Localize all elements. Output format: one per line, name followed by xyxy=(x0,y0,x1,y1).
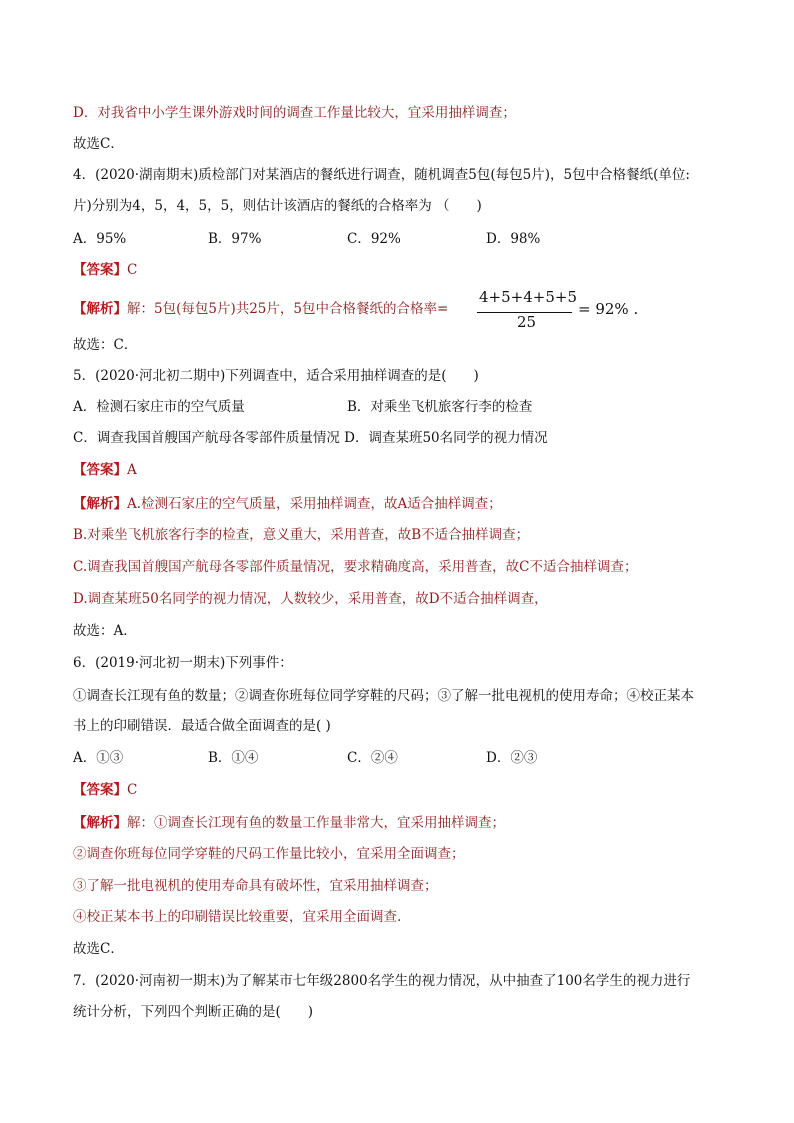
q6-items-line-1: ①调查长江现有鱼的数量；②调查你班每位同学穿鞋的尺码；③了解一批电视机的使用寿命；④校正某本 xyxy=(73,688,694,704)
answer-tag: 【答案】 xyxy=(73,782,127,798)
q5-choice: 故选：A． xyxy=(73,623,137,639)
answer-tag: 【答案】 xyxy=(73,462,127,478)
q5-option-a: A．检测石家庄市的空气质量 xyxy=(73,399,245,415)
answer-value: C xyxy=(127,262,138,278)
q5-analysis-4: D.调查某班50名同学的视力情况，人数较少，采用普查，故D不适合抽样调查， xyxy=(73,591,548,607)
q6-analysis-2: ②调查你班每位同学穿鞋的尺码工作量比较小，宜采用全面调查； xyxy=(73,846,465,862)
q4-fraction xyxy=(477,286,637,330)
q6-answer xyxy=(73,780,137,800)
q6-analysis-4: ④校正某本书上的印刷错误比较重要，宜采用全面调查. xyxy=(73,909,402,925)
analysis-tag: 【解析】 xyxy=(73,496,127,512)
analysis-tag: 【解析】 xyxy=(73,301,127,317)
choice-line: 故选C． xyxy=(73,136,124,152)
q5-analysis-3: C.调查我国首艘国产航母各零部件质量情况，要求精确度高，采用普查，故C不适合抽样调查； xyxy=(73,559,638,575)
q4-choice: 故选：C． xyxy=(73,337,138,353)
q4-stem-line-2: 片)分别为4，5，4，5，5，则估计该酒店的餐纸的合格率为 （ ) xyxy=(73,198,482,214)
analysis-text: 解：5包(每包5片)共25片，5包中合格餐纸的合格率= xyxy=(127,301,449,317)
fraction-denominator: 25 xyxy=(517,313,537,331)
q4-answer xyxy=(73,260,137,280)
q4-stem-line-1: 4．(2020·湖南期末)质检部门对某酒店的餐纸进行调查，随机调查5包(每包5片)，5包中合格餐纸(单位: xyxy=(73,167,690,183)
q5-analysis-1 xyxy=(73,494,502,514)
q6-option-d: D．②③ xyxy=(486,750,538,766)
analysis-tag: 【解析】 xyxy=(73,815,127,831)
q6-items-line-2: 书上的印刷错误．最适合做全面调查的是( ) xyxy=(73,718,331,734)
q7-stem-line-1: 7．(2020·河南初一期末)为了解某市七年级2800名学生的视力情况，从中抽查了100名学生的视力进行 xyxy=(73,973,691,989)
q4-option-d: D．98% xyxy=(486,231,541,247)
fraction-numerator: 4+5+4+5+5 xyxy=(479,288,577,306)
q5-option-b: B．对乘坐飞机旅客行李的检查 xyxy=(347,399,533,415)
q6-analysis-3: ③了解一批电视机的使用寿命具有破坏性，宜采用抽样调查； xyxy=(73,878,438,894)
q6-option-c: C．②④ xyxy=(347,750,398,766)
q5-stem: 5．(2020·河北初二期中)下列调查中，适合采用抽样调查的是( ) xyxy=(73,368,479,384)
analysis-line-d: D．对我省中小学生课外游戏时间的调查工作量比较大，宜采用抽样调查； xyxy=(73,105,516,121)
q4-option-c: C．92% xyxy=(347,231,401,247)
q4-option-b: B．97% xyxy=(208,231,262,247)
answer-value: C xyxy=(127,782,138,798)
analysis-text: A.检测石家庄的空气质量，采用抽样调查，故A适合抽样调查； xyxy=(127,496,502,512)
fraction-result: = 92% . xyxy=(578,300,639,318)
q7-stem-line-2: 统计分析，下列四个判断正确的是( ) xyxy=(73,1004,314,1020)
q6-stem: 6．(2019·河北初一期末)下列事件： xyxy=(73,655,293,671)
answer-value: A xyxy=(127,462,137,478)
q5-options-cd: C．调查我国首艘国产航母各零部件质量情况 D．调查某班50名同学的视力情况 xyxy=(73,430,548,446)
q6-analysis-1 xyxy=(73,813,505,833)
q6-option-b: B．①④ xyxy=(208,750,259,766)
q5-answer xyxy=(73,460,137,480)
q6-option-a: A．①③ xyxy=(73,750,124,766)
answer-tag: 【答案】 xyxy=(73,262,127,278)
q5-analysis-2: B.对乘坐飞机旅客行李的检查，意义重大，采用普查，故B不适合抽样调查； xyxy=(73,527,530,543)
analysis-text: 解：①调查长江现有鱼的数量工作量非常大，宜采用抽样调查； xyxy=(127,815,505,831)
q4-option-a: A．95% xyxy=(73,231,127,247)
q6-choice: 故选C． xyxy=(73,941,124,957)
q4-analysis xyxy=(73,299,448,319)
